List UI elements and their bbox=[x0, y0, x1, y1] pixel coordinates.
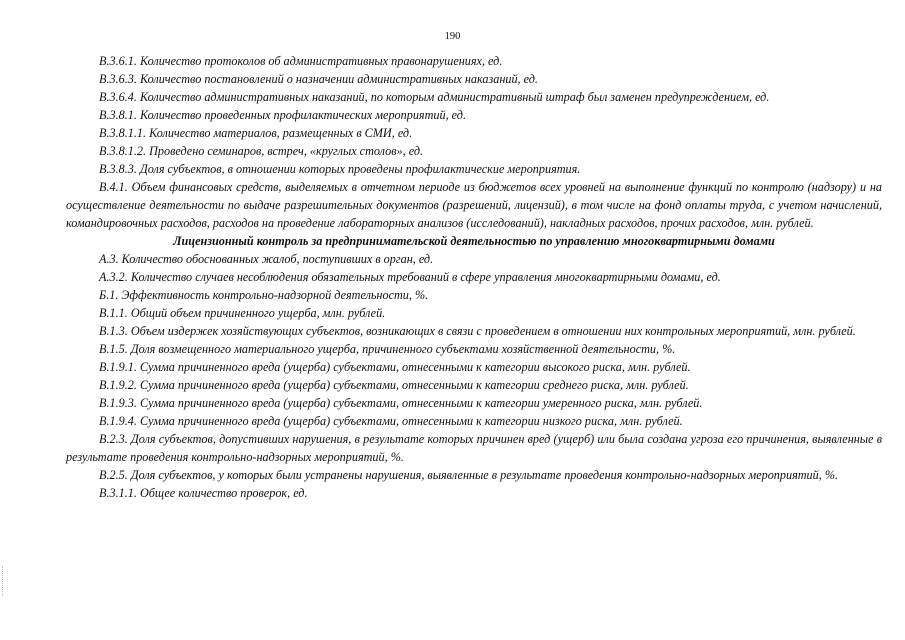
paragraph-v364: В.3.6.4. Количество административных наказаний, по которым административный штраф был заменен предупреждением, ед. bbox=[99, 90, 770, 104]
paragraph-v3812: В.3.8.1.2. Проведено семинаров, встреч, «круглых столов», ед. bbox=[99, 144, 424, 158]
paragraph-v361: В.3.6.1. Количество протоколов об административных правонарушениях, ед. bbox=[99, 54, 503, 68]
section-heading: Лицензионный контроль за предпринимательской деятельностью по управлению многоквартирными домами bbox=[173, 234, 775, 248]
paragraph-b1: Б.1. Эффективность контрольно-надзорной деятельности, %. bbox=[99, 288, 429, 302]
scan-margin-mark bbox=[2, 566, 6, 596]
paragraph-v192: В.1.9.2. Сумма причиненного вреда (ущерба) субъектами, отнесенными к категории среднего риска, млн. рублей. bbox=[99, 378, 689, 392]
paragraph-v23: В.2.3. Доля субъектов, допустивших нарушения, в результате которых причинен вред (ущерб) или была создана угроза его причинения, выявленные в результате проведения контрольно-надзорных мероприятий, %. bbox=[66, 432, 882, 464]
paragraph-v381: В.3.8.1. Количество проведенных профилактических мероприятий, ед. bbox=[99, 108, 466, 122]
paragraph-v41: В.4.1. Объем финансовых средств, выделяемых в отчетном периоде из бюджетов всех уровней на выполнение функций по контролю (надзору) и на осуществление деятельности по выдаче разрешительных документов (разрешений, лицензий), в том числе на фонд оплаты труда, с учетом начислений, командировочных расходов, расходов на проведение лабораторных анализов (исследований), накладных расходов, прочих расходов, млн. рублей. bbox=[66, 180, 882, 230]
paragraph-a32: А.3.2. Количество случаев несоблюдения обязательных требований в сфере управления многоквартирными домами, ед. bbox=[99, 270, 721, 284]
paragraph-v194: В.1.9.4. Сумма причиненного вреда (ущерба) субъектами, отнесенными к категории низкого риска, млн. рублей. bbox=[99, 414, 683, 428]
paragraph-v383: В.3.8.3. Доля субъектов, в отношении которых проведены профилактические мероприятия. bbox=[99, 162, 581, 176]
paragraph-v3811: В.3.8.1.1. Количество материалов, размещенных в СМИ, ед. bbox=[99, 126, 413, 140]
paragraph-v191: В.1.9.1. Сумма причиненного вреда (ущерба) субъектами, отнесенными к категории высокого риска, млн. рублей. bbox=[99, 360, 691, 374]
paragraph-v193: В.1.9.3. Сумма причиненного вреда (ущерба) субъектами, отнесенными к категории умеренного риска, млн. рублей. bbox=[99, 396, 703, 410]
paragraph-v15: В.1.5. Доля возмещенного материального ущерба, причиненного субъектами хозяйственной деятельности, %. bbox=[99, 342, 676, 356]
paragraph-v11: В.1.1. Общий объем причиненного ущерба, млн. рублей. bbox=[99, 306, 386, 320]
document-body bbox=[66, 52, 882, 502]
paragraph-a3: А.3. Количество обоснованных жалоб, поступивших в орган, ед. bbox=[99, 252, 434, 266]
paragraph-v363: В.3.6.3. Количество постановлений о назначении административных наказаний, ед. bbox=[99, 72, 538, 86]
paragraph-v13: В.1.3. Объем издержек хозяйствующих субъектов, возникающих в связи с проведением в отношении них контрольных мероприятий, млн. рублей. bbox=[99, 324, 856, 338]
paragraph-v311: В.3.1.1. Общее количество проверок, ед. bbox=[99, 486, 308, 500]
paragraph-v25: В.2.5. Доля субъектов, у которых были устранены нарушения, выявленные в результате проведения контрольно-надзорных мероприятий, %. bbox=[99, 468, 839, 482]
page-number: 190 bbox=[444, 31, 461, 42]
